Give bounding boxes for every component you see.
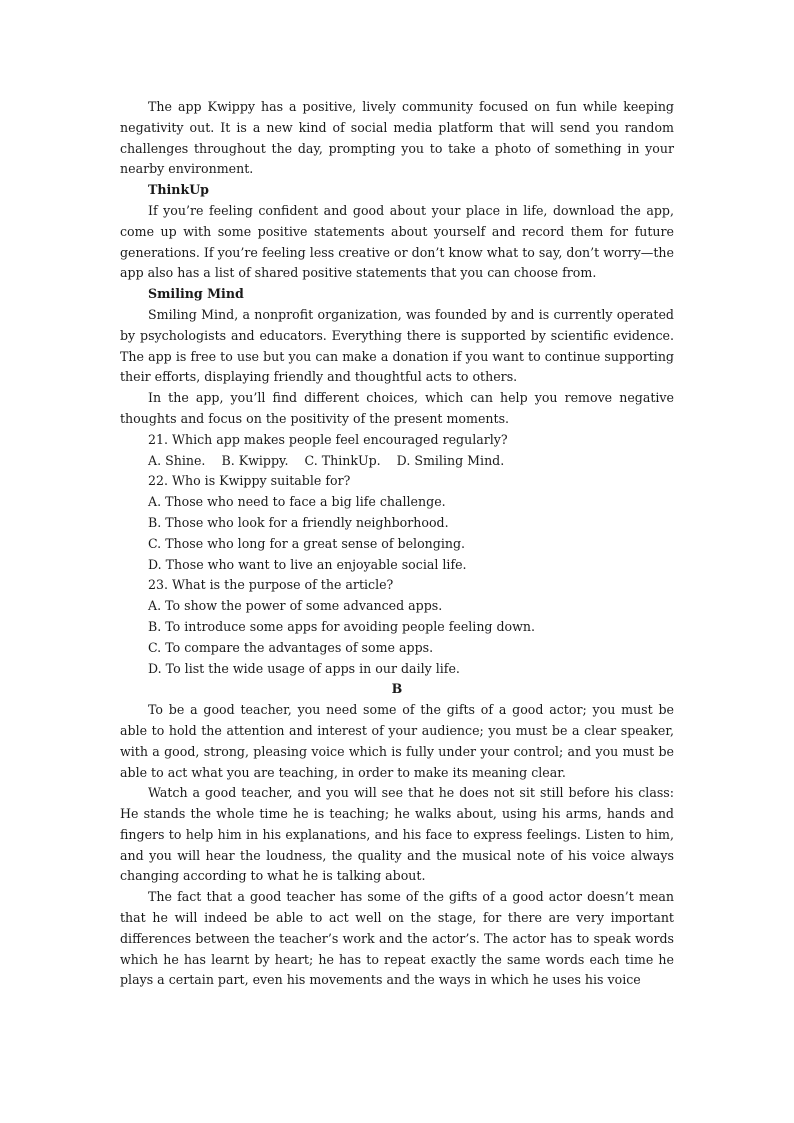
smiling-mind-paragraph-1: Smiling Mind, a nonprofit organization, was founded by and is currently operated by psychologists and educators. Everything there is supported by scientific evidence. The app is free to use but you can make a donation if you want to continue supporting their efforts, displaying friendly and thoughtful acts to others. [120, 306, 674, 385]
question-22-option-b: B. Those who look for a friendly neighborhood. [148, 514, 449, 530]
kwippy-paragraph: The app Kwippy has a positive, lively community focused on fun while keeping negativity out. It is a new kind of social media platform that will send you random challenges throughout the day, prompting you to take a photo of something in your nearby environment. [120, 99, 674, 177]
smiling-mind-paragraph-2: In the app, you’ll find different choices, which can help you remove negative thoughts and focus on the positivity of the present moments. [120, 390, 674, 426]
passage-b-paragraph-2: Watch a good teacher, and you will see that he does not sit still before his class: He stands the whole time he is teaching; he walks about, using his arms, hands and fingers to help him in his explanations, and his face to express feelings. Listen to him, and you will hear the loudness, the quality and the musical note of his voice always changing according to what he is talking about. [120, 785, 674, 884]
question-23-option-d: D. To list the wide usage of apps in our daily life. [148, 660, 460, 676]
smiling-mind-heading: Smiling Mind [148, 286, 244, 302]
question-22-option-c: C. Those who long for a great sense of belonging. [148, 535, 466, 551]
section-b-title: B [391, 681, 403, 697]
document-page [120, 97, 674, 991]
question-22-option-a: A. Those who need to face a big life challenge. [148, 494, 446, 510]
passage-b-paragraph-1: To be a good teacher, you need some of the gifts of a good actor; you must be able to hold the attention and interest of your audience; you must be a clear speaker, with a good, strong, pleasing voice which is fully under your control; and you must be able to act what you are teaching, in order to make its meaning clear. [120, 702, 674, 780]
question-22: 22. Who is Kwippy suitable for? [148, 473, 351, 489]
question-23-option-c: C. To compare the advantages of some apps. [148, 639, 434, 655]
question-21: 21. Which app makes people feel encouraged regularly? [148, 431, 508, 447]
question-23-option-b: B. To introduce some apps for avoiding people feeling down. [148, 618, 536, 634]
passage-b-paragraph-3: The fact that a good teacher has some of the gifts of a good actor doesn’t mean that he will indeed be able to act well on the stage, for there are very important differences between the teacher’s work and the actor’s. The actor has to speak words which he has learnt by heart; he has to repeat exactly the same words each time he plays a certain part, even his movements and the ways in which he uses his voice [120, 889, 674, 988]
question-23: 23. What is the purpose of the article? [148, 577, 394, 593]
question-22-option-d: D. Those who want to live an enjoyable social life. [148, 556, 467, 572]
thinkup-paragraph: If you’re feeling confident and good about your place in life, download the app, come up with some positive statements about yourself and record them for future generations. If you’re feeling less creative or don’t know what to say, don’t worry—the app also has a list of shared positive statements that you can choose from. [120, 202, 674, 281]
question-21-options: A. Shine. B. Kwippy. C. ThinkUp. D. Smiling Mind. [148, 452, 505, 468]
thinkup-heading: ThinkUp [148, 182, 209, 198]
question-23-option-a: A. To show the power of some advanced apps. [148, 598, 443, 614]
